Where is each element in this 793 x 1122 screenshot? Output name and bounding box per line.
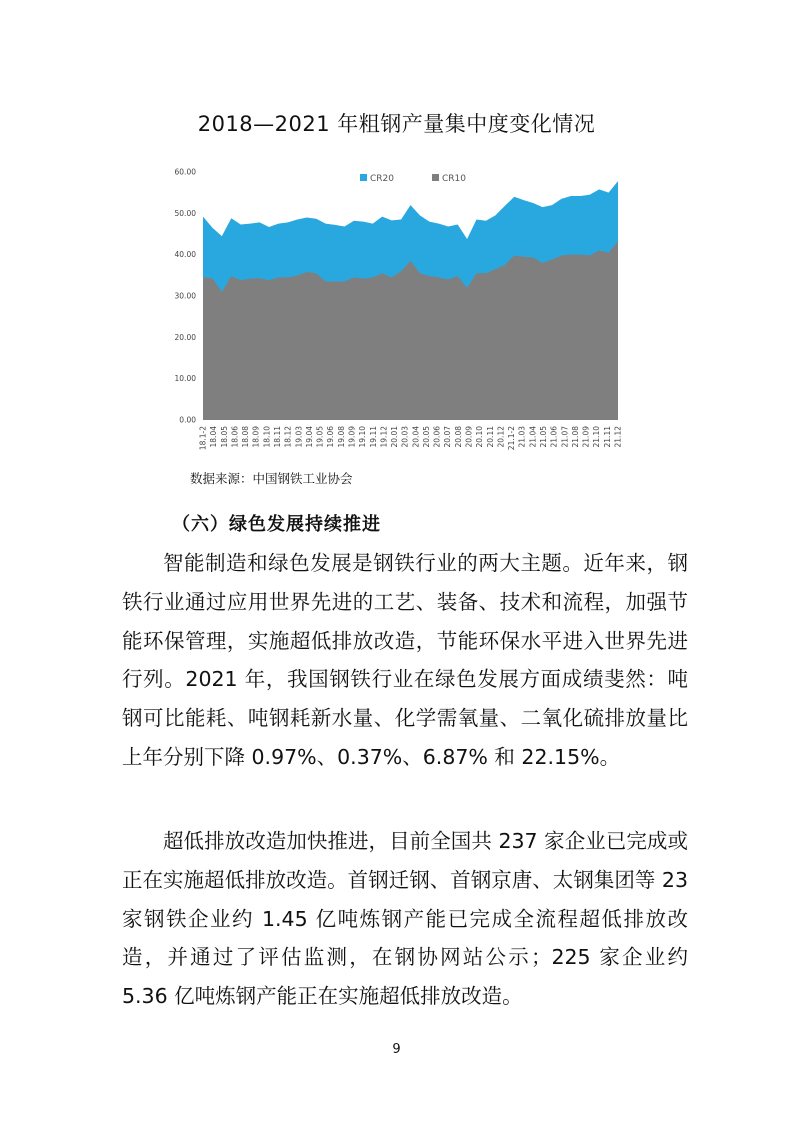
x-tick-label: 21.07 bbox=[560, 426, 570, 448]
y-tick-label: 0.00 bbox=[179, 415, 196, 425]
x-tick-label: 21.08 bbox=[570, 426, 580, 448]
paragraph-green-development: 智能制造和绿色发展是钢铁行业的两大主题。近年来，钢铁行业通过应用世界先进的工艺、装备、技术和流程，加强节能环保管理，实施超低排放改造，节能环保水平进入世界先进行列。2021 年，我国钢铁行业在绿色发展方面成绩斐然：吨钢可比能耗、吨钢耗新水量、化学需氧量、二氧化硫排放量比上年分别下降 0.97%、0.37%、6.87% 和 22.15%。 bbox=[122, 551, 688, 769]
x-tick-label: 18.09 bbox=[251, 426, 261, 448]
section-heading: （六）绿色发展持续推进 bbox=[172, 514, 381, 535]
x-tick-label: 19.08 bbox=[336, 426, 346, 448]
data-source-note: 数据来源：中国钢铁工业协会 bbox=[190, 471, 353, 486]
y-tick-label: 60.00 bbox=[174, 167, 196, 177]
x-tick-label: 20.10 bbox=[475, 426, 485, 448]
x-tick-label: 21.03 bbox=[517, 426, 527, 448]
x-tick-label: 20.08 bbox=[453, 426, 463, 448]
x-tick-label: 18.06 bbox=[230, 426, 240, 448]
x-tick-label: 20.11 bbox=[485, 426, 495, 448]
x-tick-label: 21.12 bbox=[613, 426, 623, 448]
legend-label-cr20: CR20 bbox=[370, 174, 394, 184]
legend-swatch-cr10 bbox=[432, 174, 439, 181]
x-tick-label: 19.09 bbox=[347, 426, 357, 448]
y-tick-label: 30.00 bbox=[174, 291, 196, 301]
figure-title: 2018—2021 年粗钢产量集中度变化情况 bbox=[197, 112, 596, 136]
x-tick-label: 18.04 bbox=[209, 426, 219, 448]
legend-label-cr10: CR10 bbox=[442, 174, 466, 184]
x-tick-label: 21.10 bbox=[592, 426, 602, 448]
x-tick-label: 18.12 bbox=[283, 426, 293, 448]
x-tick-label: 19.10 bbox=[358, 426, 368, 448]
x-tick-label: 18.11 bbox=[272, 426, 282, 448]
x-tick-label: 19.11 bbox=[368, 426, 378, 448]
x-tick-label: 19.03 bbox=[294, 426, 304, 448]
x-tick-label: 20.09 bbox=[464, 426, 474, 448]
y-tick-label: 40.00 bbox=[174, 250, 196, 260]
x-tick-label: 21.09 bbox=[581, 426, 591, 448]
x-tick-label: 20.03 bbox=[400, 426, 410, 448]
concentration-area-chart bbox=[160, 160, 630, 466]
x-tick-label: 21.11 bbox=[602, 426, 612, 448]
y-tick-label: 10.00 bbox=[174, 374, 196, 384]
x-tick-label: 20.04 bbox=[411, 426, 421, 448]
x-tick-label: 19.04 bbox=[304, 426, 314, 448]
x-tick-label: 20.06 bbox=[432, 426, 442, 448]
x-tick-label: 21.06 bbox=[549, 426, 559, 448]
x-tick-label: 20.01 bbox=[390, 426, 400, 448]
x-tick-label: 19.06 bbox=[326, 426, 336, 448]
legend-swatch-cr20 bbox=[360, 174, 367, 181]
x-tick-label: 21.1-2 bbox=[507, 426, 517, 451]
x-tick-label: 21.05 bbox=[539, 426, 549, 448]
x-tick-label: 18.05 bbox=[219, 426, 229, 448]
y-tick-label: 50.00 bbox=[174, 208, 196, 218]
x-tick-label: 19.12 bbox=[379, 426, 389, 448]
x-tick-label: 21.04 bbox=[528, 426, 538, 448]
x-tick-label: 20.12 bbox=[496, 426, 506, 448]
x-tick-label: 20.07 bbox=[443, 426, 453, 448]
x-tick-label: 18.1-2 bbox=[198, 426, 208, 451]
x-tick-label: 18.10 bbox=[262, 426, 272, 448]
y-tick-label: 20.00 bbox=[174, 332, 196, 342]
paragraph-ultra-low-emission: 超低排放改造加快推进，目前全国共 237 家企业已完成或正在实施超低排放改造。首钢迁钢、首钢京唐、太钢集团等 23 家钢铁企业约 1.45 亿吨炼钢产能已完成全流程超低排放改造，并通过了评估监测，在钢协网站公示；225 家企业约 5.36 亿吨炼钢产能正在实施超低排放改造。 bbox=[122, 829, 688, 1009]
page-number: 9 bbox=[392, 1042, 401, 1057]
x-tick-label: 18.08 bbox=[241, 426, 251, 448]
x-tick-label: 20.05 bbox=[421, 426, 431, 448]
x-tick-label: 19.05 bbox=[315, 426, 325, 448]
